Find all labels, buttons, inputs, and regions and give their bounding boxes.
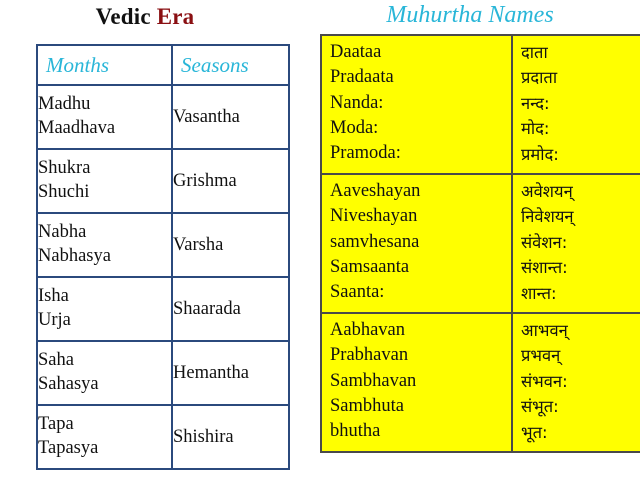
muhurtha-roman-cell [321,35,512,174]
muhurtha-devanagari-name: प्रदाता [521,68,558,88]
muhurtha-roman-name: samvhesana [330,231,420,252]
column-header-months [37,45,172,85]
month-name: Nabha [38,222,87,243]
months-cell [37,341,172,405]
table-row [321,313,640,452]
month-name: Madhu [38,94,91,115]
months-cell [37,277,172,341]
vedic-title-accent: Era [156,4,195,29]
muhurtha-roman-cell [321,313,512,452]
muhurtha-roman-cell [321,174,512,313]
months-seasons-table [36,44,290,470]
muhurtha-devanagari-name: दाता [521,43,548,62]
muhurtha-devanagari-cell [512,174,640,313]
page-title-muhurtha-names: Muhurtha Names [386,2,554,28]
season-cell: Shaarada [172,277,289,341]
muhurtha-devanagari-cell [512,35,640,174]
muhurtha-roman-name: Sambhuta [330,396,404,417]
season-cell: Vasantha [172,85,289,149]
column-header-seasons [172,45,289,85]
vedic-era-panel [0,0,300,480]
month-name: Tapasya [38,438,99,458]
months-cell [37,213,172,277]
muhurtha-roman-name: Pradaata [330,67,394,88]
muhurtha-roman-name: Saanta: [330,282,385,303]
muhurtha-roman-name: Moda: [330,118,379,139]
muhurtha-roman-name: Aabhavan [330,320,405,341]
muhurtha-roman-name: Niveshayan [330,206,418,227]
table-row [37,213,289,277]
month-name: Urja [38,310,71,330]
muhurtha-devanagari-name: आभवन् [521,321,568,341]
month-name: Isha [38,286,69,307]
muhurtha-devanagari-name: भूत: [521,422,548,442]
muhurtha-roman-name: Sambhavan [330,370,417,391]
muhurtha-roman-name: Nanda: [330,92,384,113]
month-name: Maadhava [38,118,116,138]
table-row [321,174,640,313]
muhurtha-devanagari-cell [512,313,640,452]
season-cell: Shishira [172,405,289,469]
muhurtha-roman-name: Aaveshayan [330,181,421,202]
muhurtha-roman-name: Prabhavan [330,345,409,366]
vedic-title-main: Vedic [95,4,151,29]
months-cell [37,405,172,469]
column-header-seasons-label: Seasons [181,52,249,77]
muhurtha-devanagari-name: संभवन: [521,371,568,391]
muhurtha-devanagari-name: संशान्त: [521,258,568,278]
table-header-row [37,45,289,85]
table-row [37,85,289,149]
muhurtha-devanagari-name: संवेशन: [521,232,568,252]
muhurtha-devanagari-name: मोद: [521,119,550,139]
table-row [37,149,289,213]
month-name: Shukra [38,158,91,179]
season-cell: Varsha [172,213,289,277]
months-cell [37,85,172,149]
muhurtha-devanagari-name: प्रभवन् [521,346,561,366]
page-title-vedic-era [0,4,290,30]
column-header-months-label: Months [46,52,109,77]
month-name: Tapa [38,414,74,435]
table-row [37,405,289,469]
muhurtha-devanagari-name: नन्द: [521,93,550,113]
month-name: Nabhasya [38,246,111,266]
month-name: Sahasya [38,374,99,394]
muhurtha-roman-name: Samsaanta [330,257,410,278]
table-row [321,35,640,174]
muhurtha-roman-name: bhutha [330,421,381,442]
muhurtha-roman-name: Pramoda: [330,143,401,164]
muhurtha-devanagari-name: संभूत: [521,397,559,417]
table-row [37,341,289,405]
muhurtha-names-table [320,34,640,453]
muhurtha-roman-name: Daataa [330,42,382,62]
muhurtha-devanagari-name: शान्त: [521,283,557,303]
muhurtha-devanagari-name: अवेशयन् [521,182,573,202]
table-row [37,277,289,341]
muhurtha-devanagari-name: निवेशयन् [521,207,574,227]
month-name: Shuchi [38,182,90,202]
months-cell [37,149,172,213]
season-cell: Hemantha [172,341,289,405]
muhurtha-names-panel [310,0,640,480]
season-cell: Grishma [172,149,289,213]
muhurtha-devanagari-name: प्रमोद: [521,144,559,164]
month-name: Saha [38,350,74,371]
